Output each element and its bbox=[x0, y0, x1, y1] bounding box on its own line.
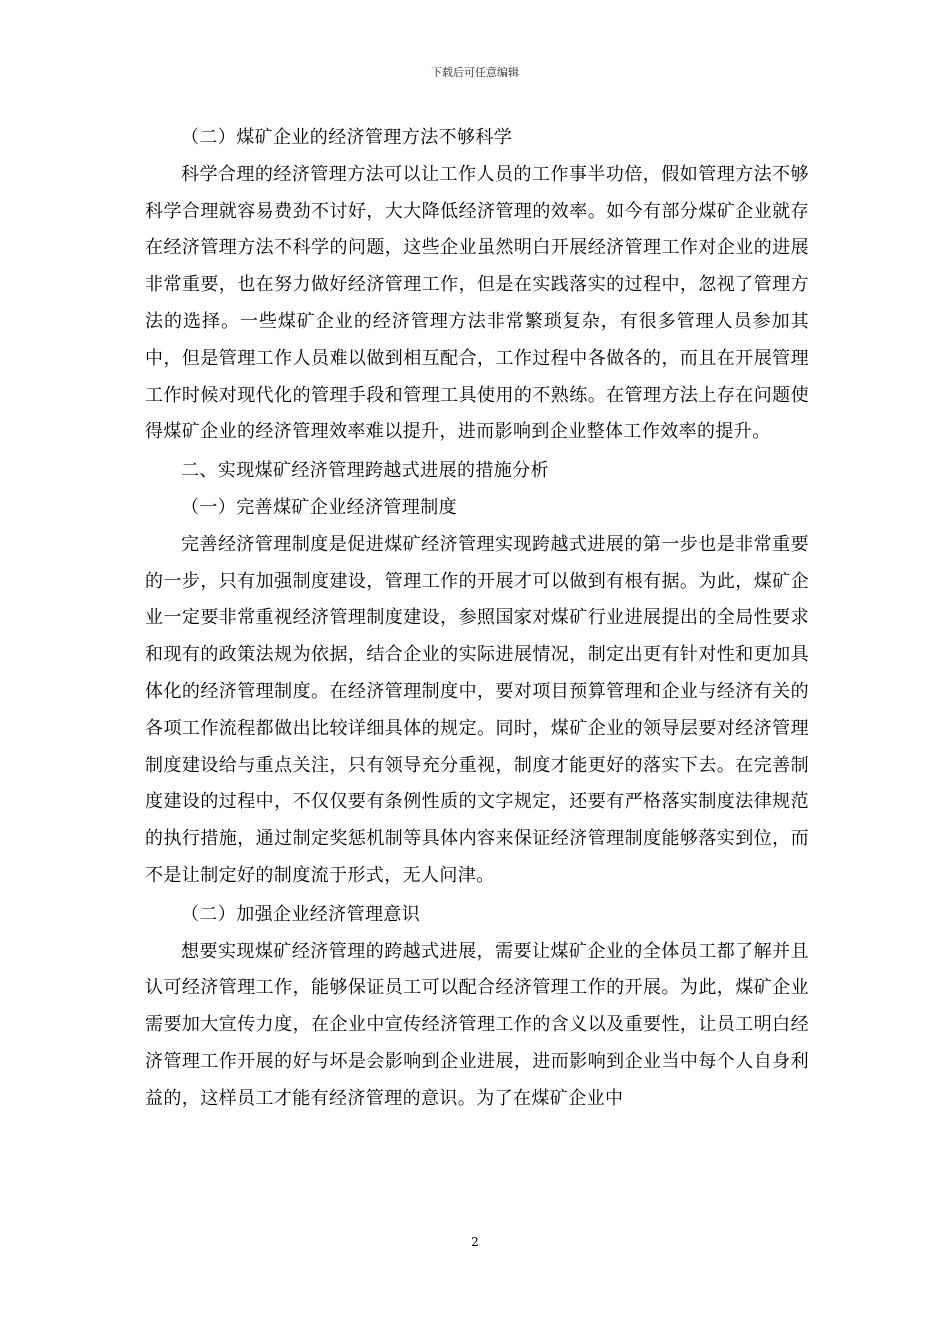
section-heading: 二、实现煤矿经济管理跨越式进展的措施分析 bbox=[181, 460, 549, 482]
body-paragraph: 完善经济管理制度是促进煤矿经济管理实现跨越式进展的第一步也是非常重要的一步，只有加强制度建设，管理工作的开展才可以做到有根有据。为此，煤矿企业一定要非常重视经济管理制度建设，参照国家对煤矿行业进展提出的全局性要求和现有的政策法规为依据，结合企业的实际进展情况，制定出更有针对性和更加具体化的经济管理制度。在经济管理制度中，要对项目预算管理和企业与经济有关的各项工作流程都做出比较详细具体的规定。同时，煤矿企业的领导层要对经济管理制度建设给与重点关注，只有领导充分重视，制度才能更好的落实下去。在完善制度建设的过程中，不仅仅要有条例性质的文字规定，还要有严格落实制度法律规范的执行措施，通过制定奖惩机制等具体内容来保证经济管理制度能够落实到位，而不是让制定好的制度流于形式，无人问津。 bbox=[145, 533, 809, 886]
body-paragraph: 科学合理的经济管理方法可以让工作人员的工作事半功倍，假如管理方法不够科学合理就容易费劲不讨好，大大降低经济管理的效率。如今有部分煤矿企业就存在经济管理方法不科学的问题，这些企业虽然明白开展经济管理工作对企业的进展非常重要，也在努力做好经济管理工作，但是在实践落实的过程中，忽视了管理方法的选择。一些煤矿企业的经济管理方法非常繁琐复杂，有很多管理人员参加其中，但是管理工作人员难以做到相互配合，工作过程中各做各的，而且在开展管理工作时候对现代化的管理手段和管理工具使用的不熟练。在管理方法上存在问题使得煤矿企业的经济管理效率难以提升，进而影响到企业整体工作效率的提升。 bbox=[145, 163, 809, 443]
page-header: 下载后可任意编辑 bbox=[431, 66, 519, 79]
document-body bbox=[145, 120, 809, 1118]
section-heading: （二）煤矿企业的经济管理方法不够科学 bbox=[181, 127, 513, 148]
body-paragraph: 想要实现煤矿经济管理的跨越式进展，需要让煤矿企业的全体员工都了解并且认可经济管理工作，能够保证员工可以配合经济管理工作的开展。为此，煤矿企业需要加大宣传力度，在企业中宣传经济管理工作的含义以及重要性，让员工明白经济管理工作开展的好与坏是会影响到企业进展，进而影响到企业当中每个人自身利益的，这样员工才能有经济管理的意识。为了在煤矿企业中 bbox=[145, 940, 809, 1109]
section-heading: （二）加强企业经济管理意识 bbox=[181, 903, 421, 925]
section-heading: （一）完善煤矿企业经济管理制度 bbox=[181, 496, 457, 518]
page-number: 2 bbox=[471, 1235, 479, 1249]
